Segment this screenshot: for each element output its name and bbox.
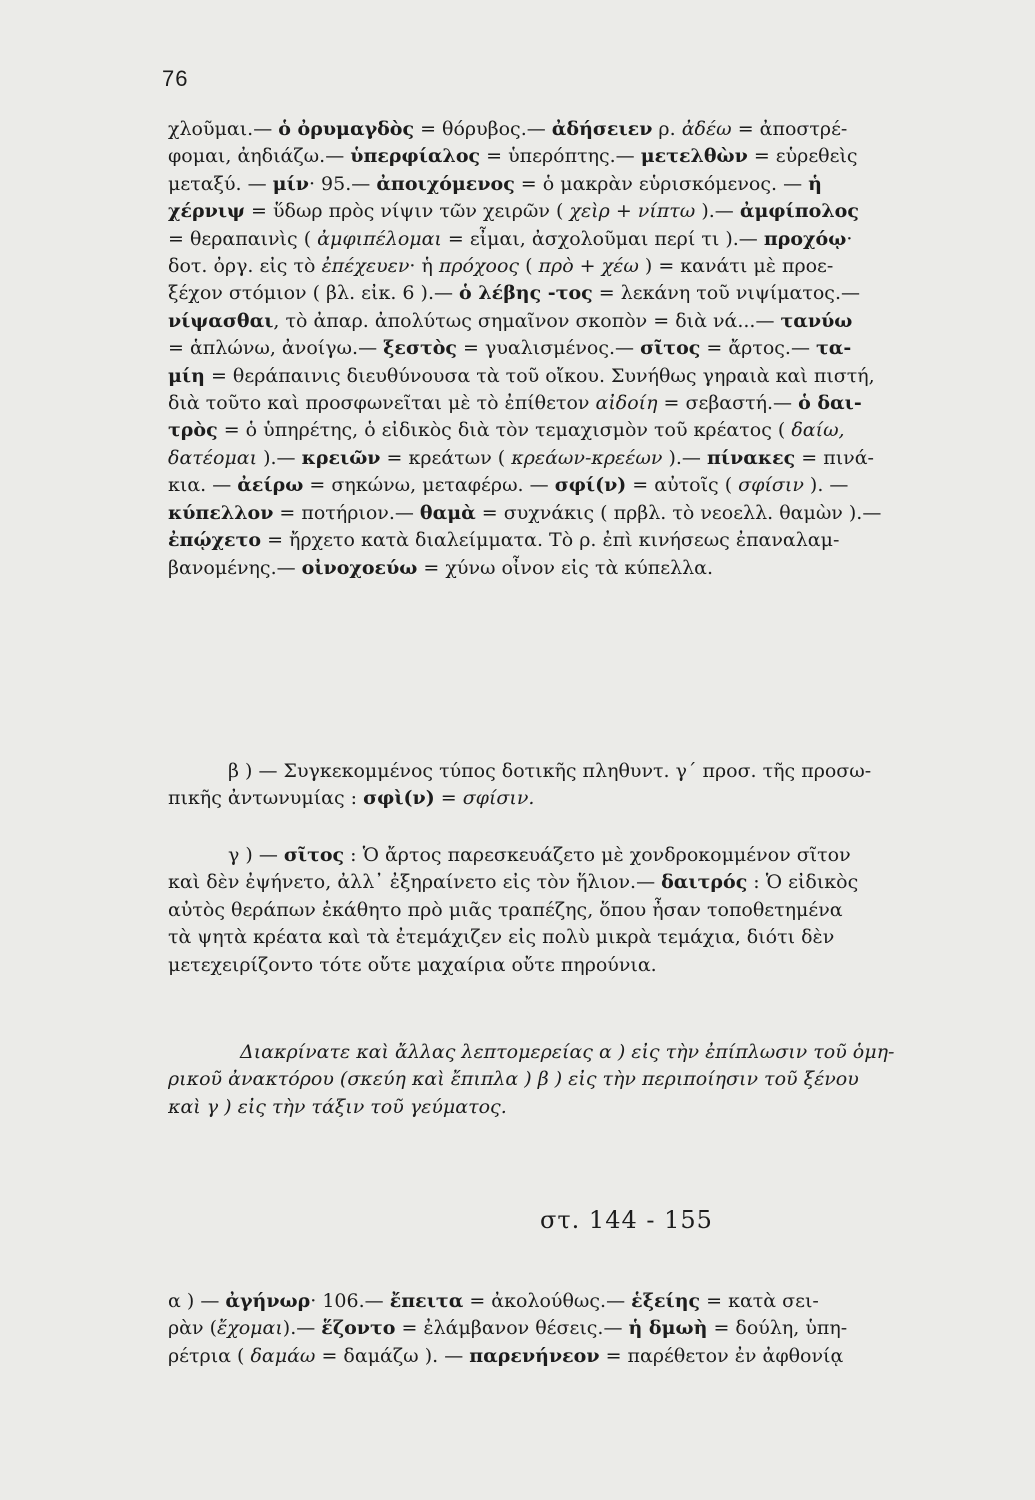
text-line: αὐτὸς θεράπων ἐκάθητο πρὸ μιᾶς τραπέζης, ὅπου ἦσαν τοποθετημένα xyxy=(168,898,843,921)
text-line: διὰ τοῦτο καὶ προσφωνεῖται μὲ τὸ ἐπίθετον αἰδοίη = σεβαστή.— ὁ δαι- xyxy=(168,392,862,415)
text-line: ξέχον στόμιον ( βλ. εἰκ. 6 ).— ὁ λέβης -τος = λεκάνη τοῦ νιψίματος.— xyxy=(168,282,860,305)
text-line: ρέτρια ( δαμάω = δαμάζω ). — παρενήνεον = παρέθετον ἐν ἀφθονίᾳ xyxy=(168,1344,844,1367)
text-line: φομαι, ἀηδιάζω.— ὑπερφίαλος = ὑπερόπτης.— μετελθὼν = εὑρεθεὶς xyxy=(168,145,858,168)
glossary-section2-alpha xyxy=(168,1288,1028,1370)
text-line: νίψασθαι, τὸ ἀπαρ. ἀπολύτως σημαῖνον σκοπὸν = διὰ νά...— τανύω xyxy=(168,309,853,332)
text-line: πικῆς ἀντωνυμίας : σφὶ(ν) = σφίσιν. xyxy=(168,787,535,810)
text-line: = ἁπλώνω, ἀνοίγω.— ξεστὸς = γυαλισμένος.— σῖτος = ἄρτος.— τα- xyxy=(168,337,852,360)
text-line: β ) — Συγκεκομμένος τύπος δοτικῆς πληθυντ. γ΄ προσ. τῆς προσω- xyxy=(228,760,872,782)
glossary-section-beta xyxy=(168,758,1028,813)
text-line: βανομένης.— οἰνοχοεύω = χύνω οἶνον εἰς τὰ κύπελλα. xyxy=(168,556,714,579)
text-line: γ ) — σῖτος : Ὁ ἄρτος παρεσκευάζετο μὲ χονδροκομμένον σῖτον xyxy=(228,844,851,866)
text-line: α ) — ἀγήνωρ· 106.— ἔπειτα = ἀκολούθως.— ἑξείης = κατὰ σει- xyxy=(168,1290,819,1312)
text-line: δοτ. ὀργ. εἰς τὸ ἐπέχευεν· ἡ πρόχοος ( πρὸ + χέω ) = κανάτι μὲ προε- xyxy=(168,255,834,278)
text-line: δατέομαι ).— κρειῶν = κρεάτων ( κρεάων-κρεέων ).— πίνακες = πινά- xyxy=(168,446,874,469)
text-line: ἐπῴχετο = ἤρχετο κατὰ διαλείμματα. Τὸ ρ. ἐπὶ κινήσεως ἐπαναλαμ- xyxy=(168,529,840,552)
section-heading: στ. 144 - 155 xyxy=(540,1206,713,1234)
text-line: χέρνιψ = ὕδωρ πρὸς νίψιν τῶν χειρῶν ( χεὶρ + νίπτω ).— ἀμφίπολος xyxy=(168,200,859,223)
text-line: τὰ ψητὰ κρέατα καὶ τὰ ἐτεμάχιζεν εἰς πολὺ μικρὰ τεμάχια, διότι δὲν xyxy=(168,926,835,949)
text-line: ρικοῦ ἀνακτόρου (σκεύη καὶ ἔπιπλα ) β ) εἰς τὴν περιποίησιν τοῦ ξένου xyxy=(168,1068,859,1091)
page-number: 76 xyxy=(162,66,189,91)
text-line: καὶ γ ) εἰς τὴν τάξιν τοῦ γεύματος. xyxy=(168,1095,507,1118)
text-line: μίη = θεράπαινις διευθύνουσα τὰ τοῦ οἴκου. Συνήθως γηραιὰ καὶ πιστή, xyxy=(168,364,875,387)
text-line: Διακρίνατε καὶ ἄλλας λεπτομερείας α ) εἰς τὴν ἐπίπλωσιν τοῦ ὁμη- xyxy=(240,1041,895,1063)
text-line: = θεραπαινὶς ( ἀμφιπέλομαι = εἶμαι, ἀσχολοῦμαι περί τι ).— προχόῳ· xyxy=(168,227,853,250)
text-line: κύπελλον = ποτήριον.— θαμὰ = συχνάκις ( πρβλ. τὸ νεοελλ. θαμὼν ).— xyxy=(168,501,882,524)
text-line: χλοῦμαι.— ὁ ὀρυμαγδὸς = θόρυβος.— ἀδήσειεν ρ. ἀδέω = ἀποστρέ- xyxy=(168,118,848,140)
glossary-section-alpha xyxy=(168,116,1028,582)
exercise-note xyxy=(168,1039,1028,1121)
text-line: μεταξύ. — μίν· 95.— ἀποιχόμενος = ὁ μακρὰν εὑρισκόμενος. — ἡ xyxy=(168,172,822,195)
text-line: μετεχειρίζοντο τότε οὔτε μαχαίρια οὔτε πηρούνια. xyxy=(168,953,657,976)
text-line: τρὸς = ὁ ὑπηρέτης, ὁ εἰδικὸς διὰ τὸν τεμαχισμὸν τοῦ κρέατος ( δαίω, xyxy=(168,419,845,442)
text-line: καὶ δὲν ἐψήνετο, ἀλλ᾽ ἐξηραίνετο εἰς τὸν ἥλιον.— δαιτρός : Ὁ εἰδικὸς xyxy=(168,871,859,894)
glossary-section-gamma xyxy=(168,842,1028,979)
text-line: κια. — ἀείρω = σηκώνω, μεταφέρω. — σφί(ν) = αὐτοῖς ( σφίσιν ). — xyxy=(168,474,849,497)
text-line: ρὰν (ἔχομαι).— ἕζοντο = ἐλάμβανον θέσεις.— ἡ δμωὴ = δούλη, ὑπη- xyxy=(168,1317,848,1340)
